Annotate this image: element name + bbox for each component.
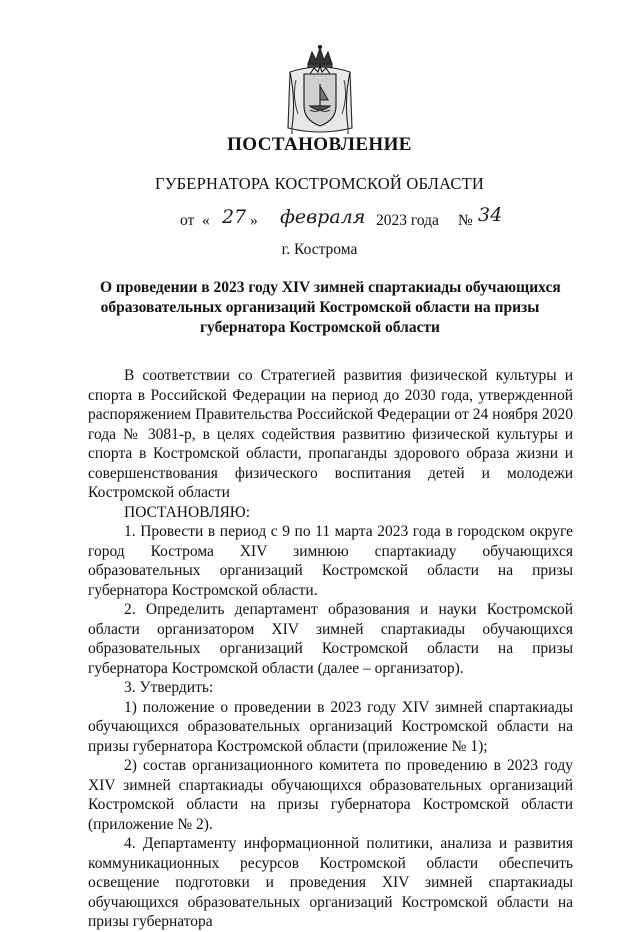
document-issuer: ГУБЕРНАТОРА КОСТРОМСКОЙ ОБЛАСТИ xyxy=(155,174,484,193)
heading-line: О проведении в 2023 году XIV зимней спартакиады обучающихся xyxy=(100,279,561,296)
clause-2: 2. Определить департамент образования и науки Костромской области организатором XIV зимней спартакиады обучающихся образовательных организаций Костромской области на призы губернатора Костромской области (далее – организатор). xyxy=(88,601,573,677)
date-close-quote: » xyxy=(250,212,258,229)
heading-line: губернатора Костромской области xyxy=(200,319,440,336)
preamble-paragraph: В соответствии со Стратегией развития физической культуры и спорта в Российской Федерации на период до 2030 года, утвержденной распоряжением Правительства Российской Федерации от 24 ноября 2020 года № 3081-р, в целях содействия развитию физической культуры и спорта в Костромской области, пропаганды здорового образа жизни и совершенствования физического воспитания детей и молодежи Костромской области xyxy=(88,367,573,501)
kostroma-coat-of-arms-icon xyxy=(282,44,358,136)
date-year: 2023 года xyxy=(376,212,439,229)
number-sign: № xyxy=(458,212,473,229)
date-day-handwritten: 27 xyxy=(222,206,247,228)
date-open-quote: « xyxy=(202,212,210,229)
document-title: ПОСТАНОВЛЕНИЕ xyxy=(227,134,412,155)
date-month-handwritten: февраля xyxy=(280,206,366,228)
heading-line: образовательных организаций Костромской области на призы xyxy=(100,299,540,316)
clause-3: 3. Утвердить: xyxy=(124,679,214,696)
clause-4: 4. Департаменту информационной политики, анализа и развития коммуникационных ресурсов Костромской области обеспечить освещение подготовки и проведения XIV зимней спартакиады обучающихся образовательных организаций Костромской области на призы губернатора xyxy=(88,835,573,930)
date-prefix: от xyxy=(180,212,195,229)
issue-city: г. Кострома xyxy=(281,241,358,258)
clause-3-2: 2) состав организационного комитета по проведению в 2023 году XIV зимней спартакиады обучающихся образовательных организаций Костромской области на призы губернатора Костромской области (приложение № 2). xyxy=(88,757,573,833)
resolve-line: ПОСТАНОВЛЯЮ: xyxy=(124,503,251,521)
clause-3-1: 1) положение о проведении в 2023 году XIV зимней спартакиады обучающихся образовательных организаций Костромской области на призы губернатора Костромской области (приложение № 1); xyxy=(88,698,573,755)
date-number-line xyxy=(180,204,520,234)
document-body xyxy=(88,366,573,932)
document-heading xyxy=(100,278,561,338)
clause-1: 1. Провести в период с 9 по 11 марта 2023 года в городском округе город Кострома XIV зимнюю спартакиаду обучающихся образовательных организаций Костромской области на призы губернатора Костромской области. xyxy=(88,523,573,599)
document-number-handwritten: 34 xyxy=(478,204,503,226)
